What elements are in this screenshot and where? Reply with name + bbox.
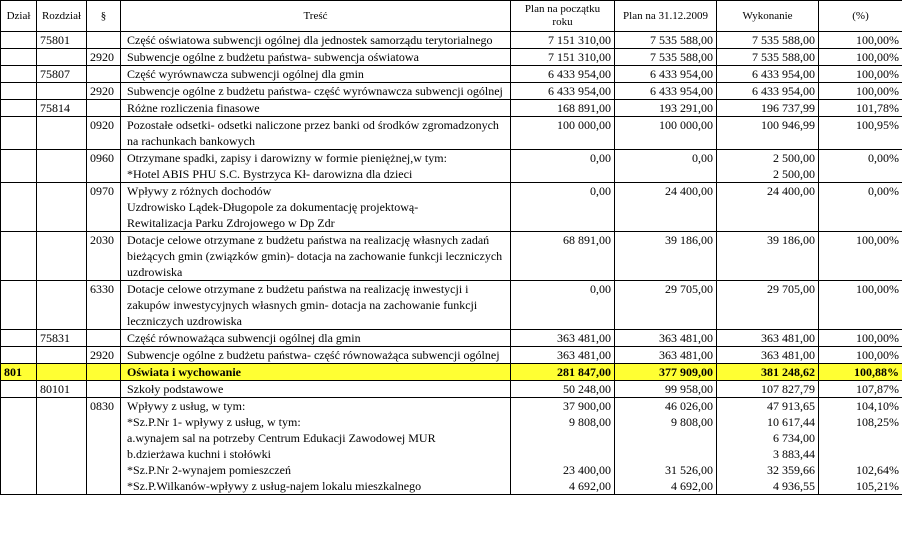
cell-plan-end-line: 100 000,00 (659, 118, 713, 132)
cell-wykonanie-line: 6 433 954,00 (752, 67, 815, 81)
cell-procent (819, 364, 902, 381)
cell-wykonanie-line: 6 433 954,00 (752, 84, 815, 98)
cell-paragraf: 2920 (87, 347, 121, 364)
cell-wykonanie-line: 2 500,00 (773, 151, 815, 165)
cell-dzial (1, 232, 37, 281)
cell-procent-line: 100,00% (856, 331, 899, 345)
cell-plan-end-line: 363 481,00 (659, 331, 713, 345)
cell-procent-line: 108,25% (856, 415, 899, 429)
cell-wykonanie (717, 398, 819, 495)
cell-rozdzial (37, 150, 87, 183)
cell-tresc-line: Pozostałe odsetki- odsetki naliczone przez banki od środków zgromadzonych na rachunkach bankowych (127, 118, 499, 148)
cell-plan-end (615, 117, 717, 150)
cell-plan-start-line: 0,00 (590, 282, 611, 296)
cell-plan-end (615, 398, 717, 495)
cell-rozdzial (37, 83, 87, 100)
cell-procent-line: 105,21% (856, 479, 899, 493)
cell-tresc-line: Dotacje celowe otrzymane z budżetu państwa na realizację inwestycji i zakupów inwestycyjnych własnych gmin- dotacja na zachowanie funkcji leczniczych uzdrowiska (127, 282, 478, 328)
cell-dzial (1, 381, 37, 398)
cell-plan-end-line: 6 433 954,00 (650, 67, 713, 81)
cell-dzial (1, 347, 37, 364)
cell-plan-start (511, 232, 615, 281)
cell-paragraf: 6330 (87, 281, 121, 330)
cell-plan-start-line (514, 430, 611, 446)
table-row (1, 66, 902, 83)
cell-plan-start-line: 281 847,00 (557, 365, 611, 379)
cell-plan-end (615, 330, 717, 347)
cell-tresc-line: Subwencje ogólne z budżetu państwa- subwencja oświatowa (127, 50, 419, 64)
cell-tresc (121, 183, 511, 232)
cell-rozdzial (37, 183, 87, 232)
cell-wykonanie-line: 363 481,00 (761, 331, 815, 345)
cell-tresc (121, 398, 511, 495)
cell-wykonanie (717, 150, 819, 183)
cell-dzial (1, 49, 37, 66)
cell-paragraf (87, 364, 121, 381)
cell-plan-start-line: 0,00 (590, 151, 611, 165)
cell-plan-start-line: 7 151 310,00 (548, 33, 611, 47)
cell-plan-start (511, 150, 615, 183)
table-row (1, 183, 902, 232)
cell-tresc-line: Część oświatowa subwencji ogólnej dla jednostek samorządu terytorialnego (127, 33, 493, 47)
cell-paragraf: 0960 (87, 150, 121, 183)
cell-rozdzial (37, 347, 87, 364)
col-header-paragraf: § (87, 1, 121, 32)
cell-procent (819, 347, 902, 364)
cell-tresc-line: Wpływy z różnych dochodów (127, 184, 272, 198)
cell-wykonanie-line: 4 936,55 (773, 479, 815, 493)
cell-plan-end-line: 363 481,00 (659, 348, 713, 362)
cell-tresc-line: Subwencje ogólne z budżetu państwa- część równoważąca subwencji ogólnej (127, 348, 500, 362)
cell-procent-line: 0,00% (868, 184, 899, 198)
cell-plan-end-line: 24 400,00 (665, 184, 713, 198)
cell-wykonanie (717, 83, 819, 100)
cell-paragraf: 0970 (87, 183, 121, 232)
cell-plan-start-line: 37 900,00 (563, 399, 611, 413)
cell-procent-line: 104,10% (856, 399, 899, 413)
cell-procent (819, 49, 902, 66)
cell-procent (819, 232, 902, 281)
cell-wykonanie-line: 7 535 588,00 (752, 50, 815, 64)
cell-plan-end (615, 232, 717, 281)
cell-procent-line: 100,95% (856, 118, 899, 132)
cell-wykonanie (717, 232, 819, 281)
cell-wykonanie (717, 330, 819, 347)
table-row (1, 49, 902, 66)
table-row (1, 347, 902, 364)
cell-wykonanie-line: 47 913,65 (767, 399, 815, 413)
cell-wykonanie (717, 281, 819, 330)
cell-plan-end-line: 39 186,00 (665, 233, 713, 247)
cell-wykonanie (717, 381, 819, 398)
cell-plan-end (615, 183, 717, 232)
cell-plan-end-line (618, 446, 713, 462)
cell-tresc-line: Subwencje ogólne z budżetu państwa- część wyrównawcza subwencji ogólnej (127, 84, 503, 98)
cell-plan-end (615, 347, 717, 364)
cell-plan-end-line: 31 526,00 (665, 463, 713, 477)
cell-wykonanie (717, 347, 819, 364)
cell-tresc (121, 330, 511, 347)
cell-plan-start-line: 6 433 954,00 (548, 84, 611, 98)
col-header-wykonanie: Wykonanie (717, 1, 819, 32)
cell-dzial: 801 (1, 364, 37, 381)
cell-tresc-line: Oświata i wychowanie (127, 365, 241, 379)
cell-tresc-line: Otrzymane spadki, zapisy i darowizny w formie pieniężnej,w tym: (127, 151, 447, 165)
cell-tresc-line: b.dzierżawa kuchni i stołówki (127, 447, 271, 461)
cell-procent-line: 102,64% (856, 463, 899, 477)
cell-tresc (121, 281, 511, 330)
cell-rozdzial: 75801 (37, 32, 87, 49)
cell-dzial (1, 330, 37, 347)
table-row (1, 232, 902, 281)
cell-wykonanie (717, 100, 819, 117)
cell-tresc (121, 83, 511, 100)
cell-tresc (121, 49, 511, 66)
cell-dzial (1, 83, 37, 100)
cell-plan-end (615, 281, 717, 330)
cell-procent-line (822, 430, 899, 446)
cell-wykonanie-line: 6 734,00 (773, 431, 815, 445)
cell-dzial (1, 100, 37, 117)
cell-plan-end-line: 7 535 588,00 (650, 50, 713, 64)
table-body (1, 32, 902, 495)
cell-wykonanie (717, 32, 819, 49)
cell-plan-start (511, 49, 615, 66)
cell-dzial (1, 281, 37, 330)
cell-plan-start (511, 364, 615, 381)
cell-tresc (121, 66, 511, 83)
cell-rozdzial (37, 232, 87, 281)
cell-plan-start-line: 9 808,00 (569, 415, 611, 429)
cell-procent (819, 330, 902, 347)
cell-tresc (121, 347, 511, 364)
cell-dzial (1, 117, 37, 150)
cell-plan-end-line: 6 433 954,00 (650, 84, 713, 98)
table-row (1, 117, 902, 150)
cell-plan-start (511, 66, 615, 83)
cell-plan-start-line: 0,00 (590, 184, 611, 198)
cell-dzial (1, 32, 37, 49)
cell-rozdzial (37, 398, 87, 495)
cell-tresc-line: Uzdrowisko Lądek-Długopole za dokumentację projektową- (127, 200, 419, 214)
col-header-tresc: Treść (121, 1, 511, 32)
cell-paragraf: 2920 (87, 83, 121, 100)
col-header-plan-end: Plan na 31.12.2009 (615, 1, 717, 32)
cell-tresc (121, 100, 511, 117)
cell-wykonanie-line: 381 248,62 (761, 365, 815, 379)
table-row (1, 381, 902, 398)
cell-wykonanie-line: 24 400,00 (767, 184, 815, 198)
cell-plan-start (511, 100, 615, 117)
cell-wykonanie-line: 196 737,99 (761, 101, 815, 115)
cell-procent (819, 381, 902, 398)
cell-plan-end (615, 381, 717, 398)
cell-plan-start (511, 117, 615, 150)
cell-plan-start-line: 7 151 310,00 (548, 50, 611, 64)
cell-procent-line: 100,00% (856, 84, 899, 98)
cell-plan-end (615, 66, 717, 83)
cell-plan-start (511, 183, 615, 232)
cell-plan-end-line: 9 808,00 (671, 415, 713, 429)
cell-paragraf (87, 381, 121, 398)
cell-plan-start (511, 281, 615, 330)
cell-plan-start-line: 50 248,00 (563, 382, 611, 396)
cell-tresc-line: Rewitalizacja Parku Zdrojowego w Dp Zdr (127, 216, 335, 230)
col-header-rozdzial: Rozdział (37, 1, 87, 32)
cell-plan-end-line: 99 958,00 (665, 382, 713, 396)
cell-paragraf (87, 66, 121, 83)
cell-procent-line: 100,00% (856, 233, 899, 247)
cell-plan-start (511, 330, 615, 347)
cell-wykonanie (717, 117, 819, 150)
cell-procent-line: 107,87% (856, 382, 899, 396)
cell-wykonanie (717, 66, 819, 83)
cell-plan-start (511, 83, 615, 100)
cell-procent-line: 100,00% (856, 282, 899, 296)
cell-paragraf (87, 100, 121, 117)
cell-procent (819, 281, 902, 330)
cell-dzial (1, 66, 37, 83)
cell-plan-end (615, 83, 717, 100)
cell-plan-start (511, 398, 615, 495)
cell-tresc-line: *Sz.P.Nr 1- wpływy z usług, w tym: (127, 415, 301, 429)
cell-wykonanie-line: 2 500,00 (773, 167, 815, 181)
cell-procent (819, 117, 902, 150)
cell-wykonanie-line: 10 617,44 (767, 415, 815, 429)
cell-rozdzial: 75831 (37, 330, 87, 347)
cell-procent (819, 66, 902, 83)
table-row (1, 32, 902, 49)
cell-plan-end-line: 7 535 588,00 (650, 33, 713, 47)
cell-wykonanie-line: 100 946,99 (761, 118, 815, 132)
cell-dzial (1, 183, 37, 232)
cell-procent (819, 150, 902, 183)
cell-tresc-line: Szkoły podstawowe (127, 382, 224, 396)
cell-tresc-line: Dotacje celowe otrzymane z budżetu państwa na realizację własnych zadań bieżących gmin (związków gmin)- dotacja na zachowanie funkcji leczniczych uzdrowiska (127, 233, 503, 279)
cell-plan-end-line: 377 909,00 (659, 365, 713, 379)
cell-plan-end (615, 150, 717, 183)
cell-tresc-line: *Hotel ABIS PHU S.C. Bystrzyca Kł- darowizna dla dzieci (127, 167, 413, 181)
table-row (1, 364, 902, 381)
cell-plan-end-line (618, 430, 713, 446)
cell-plan-start-line: 363 481,00 (557, 331, 611, 345)
cell-plan-start-line: 23 400,00 (563, 463, 611, 477)
cell-paragraf: 0830 (87, 398, 121, 495)
cell-plan-end-line: 193 291,00 (659, 101, 713, 115)
cell-tresc (121, 117, 511, 150)
cell-procent-line: 100,00% (856, 33, 899, 47)
table-row (1, 330, 902, 347)
cell-plan-end (615, 32, 717, 49)
table-row (1, 83, 902, 100)
cell-plan-end-line: 0,00 (692, 151, 713, 165)
cell-plan-end (615, 49, 717, 66)
cell-plan-start (511, 381, 615, 398)
cell-paragraf (87, 32, 121, 49)
col-header-plan-start: Plan na początku roku (511, 1, 615, 32)
cell-wykonanie-line: 29 705,00 (767, 282, 815, 296)
table-row (1, 150, 902, 183)
cell-rozdzial: 75814 (37, 100, 87, 117)
cell-plan-start-line: 6 433 954,00 (548, 67, 611, 81)
cell-plan-start-line: 363 481,00 (557, 348, 611, 362)
cell-rozdzial: 75807 (37, 66, 87, 83)
cell-wykonanie-line: 107 827,79 (761, 382, 815, 396)
cell-wykonanie (717, 49, 819, 66)
cell-tresc (121, 32, 511, 49)
cell-tresc-line: Część wyrównawcza subwencji ogólnej dla gmin (127, 67, 364, 81)
table-row (1, 398, 902, 495)
cell-paragraf (87, 330, 121, 347)
cell-tresc (121, 150, 511, 183)
cell-rozdzial (37, 281, 87, 330)
cell-procent-line: 100,00% (856, 50, 899, 64)
cell-paragraf: 2920 (87, 49, 121, 66)
cell-plan-start (511, 32, 615, 49)
cell-wykonanie (717, 364, 819, 381)
cell-wykonanie-line: 3 883,44 (773, 447, 815, 461)
table-row (1, 281, 902, 330)
cell-plan-start-line: 68 891,00 (563, 233, 611, 247)
cell-procent (819, 32, 902, 49)
cell-dzial (1, 150, 37, 183)
cell-procent (819, 183, 902, 232)
cell-wykonanie-line: 32 359,66 (767, 463, 815, 477)
cell-plan-start-line (514, 446, 611, 462)
cell-rozdzial (37, 49, 87, 66)
cell-wykonanie (717, 183, 819, 232)
cell-plan-end-line: 29 705,00 (665, 282, 713, 296)
cell-tresc (121, 381, 511, 398)
cell-procent (819, 398, 902, 495)
cell-tresc-line: Wpływy z usług, w tym: (127, 399, 246, 413)
cell-plan-end (615, 364, 717, 381)
col-header-procent: (%) (819, 1, 902, 32)
cell-plan-start-line: 100 000,00 (557, 118, 611, 132)
cell-plan-end (615, 100, 717, 117)
cell-plan-start-line: 168 891,00 (557, 101, 611, 115)
cell-procent-line: 100,88% (854, 365, 899, 379)
cell-paragraf: 2030 (87, 232, 121, 281)
cell-plan-end-line: 4 692,00 (671, 479, 713, 493)
cell-plan-start (511, 347, 615, 364)
cell-rozdzial (37, 117, 87, 150)
cell-procent (819, 83, 902, 100)
cell-tresc-line: Część równoważąca subwencji ogólnej dla gmin (127, 331, 361, 345)
cell-plan-end-line: 46 026,00 (665, 399, 713, 413)
cell-tresc-line: *Sz.P.Wilkanów-wpływy z usług-najem lokalu mieszkalnego (127, 479, 422, 493)
cell-tresc-line: Różne rozliczenia finasowe (127, 101, 260, 115)
cell-wykonanie-line: 7 535 588,00 (752, 33, 815, 47)
cell-tresc (121, 364, 511, 381)
cell-tresc-line: a.wynajem sal na potrzeby Centrum Edukacji Zawodowej MUR (127, 431, 436, 445)
cell-tresc-line: *Sz.P.Nr 2-wynajem pomieszczeń (127, 463, 291, 477)
cell-procent-line: 101,78% (856, 101, 899, 115)
table-row (1, 100, 902, 117)
cell-rozdzial (37, 364, 87, 381)
cell-procent-line (822, 446, 899, 462)
cell-tresc (121, 232, 511, 281)
cell-wykonanie-line: 363 481,00 (761, 348, 815, 362)
cell-plan-start-line: 4 692,00 (569, 479, 611, 493)
header-row (1, 1, 902, 32)
cell-paragraf: 0920 (87, 117, 121, 150)
cell-rozdzial: 80101 (37, 381, 87, 398)
cell-procent-line: 100,00% (856, 348, 899, 362)
col-header-dzial: Dział (1, 1, 37, 32)
cell-dzial (1, 398, 37, 495)
cell-procent-line: 100,00% (856, 67, 899, 81)
cell-wykonanie-line: 39 186,00 (767, 233, 815, 247)
cell-procent-line: 0,00% (868, 151, 899, 165)
cell-procent (819, 100, 902, 117)
